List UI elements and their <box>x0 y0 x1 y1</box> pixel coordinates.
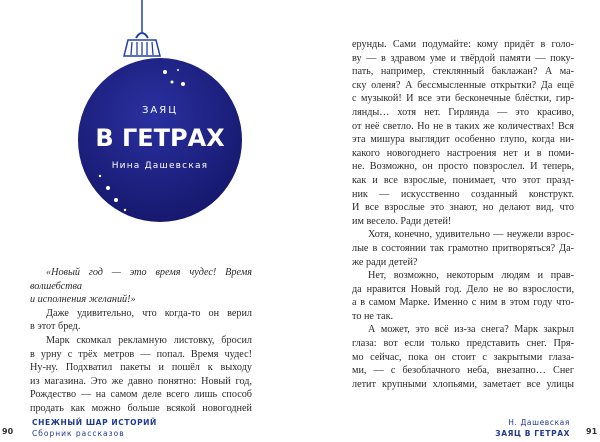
footer-title: СНЕЖНЫЙ ШАР ИСТОРИЙ <box>32 418 157 427</box>
text-line: пать, например, стеклянный баклажан? А ма- <box>352 66 574 78</box>
text-line: летит крупными хлопьями, заметает все улицы <box>352 378 574 390</box>
text-line: ерунды. Сами подумайте: кому придёт в голо- <box>352 39 574 50</box>
text-line: от неё светло. Но не в таких же количествах! Вся <box>352 120 574 132</box>
text-line: «Новый год — это время чудес! Время волшебства <box>30 267 252 292</box>
text-line: и исполнения желаний!» <box>30 294 136 306</box>
text-line: ми, — с безоблачного неба, внезапно… Снег <box>352 365 574 377</box>
cover-subtitle: ЗАЯЦ <box>142 105 178 116</box>
text-line: как и все взрослые, понимает, что этот празд- <box>352 174 574 186</box>
text-line: не. Возможно, он просто повзрослел. И теперь, <box>352 161 574 173</box>
text-line: Марк скомкал рекламную листовку, бросил <box>46 334 252 346</box>
text-line: продать как можно больше всякой новогодней <box>30 402 252 414</box>
text-line: эта мишура выглядит особенно глупо, когда ни- <box>352 134 574 146</box>
footer-title: ЗАЯЦ В ГЕТРАХ <box>495 429 570 438</box>
text-line: Рождество — на самом деле всего лишь способ <box>30 389 252 401</box>
text-line: же ради детей? <box>352 256 418 268</box>
text-line: мо сейчас, пока он стоит с закрытыми глаза- <box>352 351 574 363</box>
text-line: Даже удивительно, что когда-то он верил <box>46 307 252 319</box>
text-line: Хотя, конечно, удивительно — неужели взрос- <box>368 229 574 241</box>
text-line: в урну с трёх метров — попал. Время чудес! <box>30 348 252 360</box>
cover-author: Нина Дашевская <box>111 161 209 171</box>
page-number: 90 <box>2 427 14 436</box>
page-number: 91 <box>586 427 598 436</box>
footer-author: Н. Дашевская <box>508 418 570 427</box>
text-line: глаза: вот если только представить снег. Пря- <box>352 338 574 350</box>
text-line: а в самом Марке. Именно с ним в этом году что- <box>352 297 574 309</box>
text-line: из магазина. Это же давно понятно: Новый год, <box>30 375 252 387</box>
cover-title: В ГЕТРАХ <box>95 124 225 152</box>
text-line: Нет, возможно, некоторым людям и прав- <box>368 270 574 282</box>
text-line: с музыкой! И все эти бесконечные блёстки, гир- <box>352 93 574 105</box>
text-line: А может, это всё из-за снега? Марк закрыл <box>368 324 574 336</box>
text-line: ву — в здравом уме и твёрдой памяти — поку- <box>352 52 574 64</box>
text-line: какого новогоднего настроения нет и в поми- <box>352 147 574 159</box>
text-line: да нравится Новый год. Дело не во взрослости, <box>352 283 574 295</box>
text-line: Ну-ну. Подхватил пакеты и пошёл к выходу <box>30 362 252 374</box>
left-text-column <box>30 266 252 416</box>
text-line: то не так. <box>352 310 394 322</box>
footer-subtitle: Сборник рассказов <box>32 429 125 438</box>
text-line: ску оленя? А бессмысленные открытки? Да ещё <box>352 79 574 91</box>
text-line: И все взрослые это знают, но делают вид, что <box>352 202 574 214</box>
text-line: в этот бред. <box>30 321 81 333</box>
christmas-ornament-illustration <box>70 0 260 240</box>
text-line: ник — искусственно созданный конструкт. <box>352 188 574 200</box>
text-line: лянды… хотя нет. Гирлянда — это красиво, <box>352 106 574 118</box>
text-line: лые в состоянии так грамотно притворяться? Да- <box>352 242 574 254</box>
right-text-column <box>352 38 574 391</box>
text-line: им весело. Ради детей! <box>352 215 452 227</box>
right-page <box>300 0 600 442</box>
